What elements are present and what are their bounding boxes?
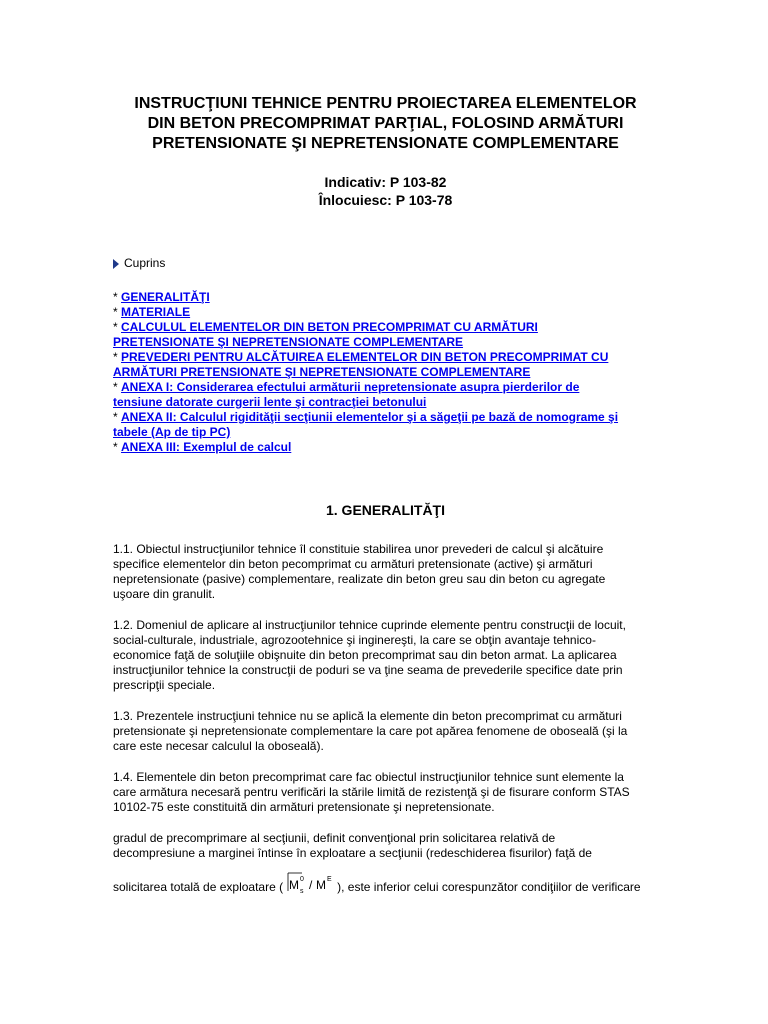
paragraph-grad <box>113 831 658 861</box>
section-heading: 1. GENERALITĂŢI <box>325 502 445 518</box>
paragraph-line: 10102-75 este constituită din armături pretensionate şi nepretensionate. <box>113 800 495 814</box>
svg-text:M: M <box>316 878 327 892</box>
document-title <box>113 94 658 154</box>
paragraph-line: economice faţă de soluţiile obişnuite din beton precomprimat sau din beton armat. La aplicarea <box>113 648 617 662</box>
formula-line <box>113 871 658 895</box>
title-line-1: INSTRUCŢIUNI TEHNICE PENTRU PROIECTAREA ELEMENTELOR <box>134 95 637 112</box>
toc-bullet: * <box>113 380 122 394</box>
triangle-right-icon <box>113 259 119 269</box>
paragraph-line: instrucţiunilor tehnice la construcţii de poduri se va ţine seama de prevederile specifice date prin <box>113 663 623 677</box>
toc-link-calculul-cont[interactable]: PRETENSIONATE ŞI NEPRETENSIONATE COMPLEMENTARE <box>113 335 464 349</box>
toc-link-anexa-1-cont[interactable]: tensiune datorate curgerii lente şi contracţiei betonului <box>113 395 427 409</box>
paragraph-1-1 <box>113 542 658 602</box>
formula-line-before: solicitarea totală de exploatare ( <box>113 880 284 894</box>
toc-item <box>113 290 658 305</box>
svg-text:0: 0 <box>300 876 305 883</box>
indicativ-text: Indicativ: P 103-82 <box>324 174 447 190</box>
document-code-block <box>113 173 658 209</box>
paragraph-line: social-culturale, industriale, agrozootehnice şi inginereşti, la care se obţin avantaje tehnico- <box>113 633 596 647</box>
paragraph-line: uşoare din granulit. <box>113 587 216 601</box>
paragraph-1-4 <box>113 770 658 815</box>
toc-bullet: * <box>113 410 122 424</box>
svg-text:/: / <box>309 878 313 892</box>
toc-bullet: * <box>113 290 122 304</box>
toc-bullet: * <box>113 305 122 319</box>
svg-text:M: M <box>289 878 300 892</box>
title-line-2: DIN BETON PRECOMPRIMAT PARŢIAL, FOLOSIND ARMĂTURI <box>147 115 624 132</box>
toc-bullet: * <box>113 350 122 364</box>
toc-link-generalitati[interactable]: GENERALITĂŢI <box>121 290 210 304</box>
paragraph-line: pretensionate şi nepretensionate complementare la care pot apărea fenomene de oboseală (şi la <box>113 724 628 738</box>
paragraph-1-2 <box>113 618 658 693</box>
toc-link-anexa-3[interactable]: ANEXA III: Exemplul de calcul <box>121 440 292 454</box>
formula-image <box>284 871 336 895</box>
toc-link-anexa-2[interactable]: ANEXA II: Calculul rigidităţii secţiunii elementelor şi a săgeţii pe bază de nomograme şi <box>121 410 619 424</box>
toc-link-prevederi[interactable]: PREVEDERI PENTRU ALCĂTUIREA ELEMENTELOR DIN BETON PRECOMPRIMAT CU <box>121 350 609 364</box>
toc-item <box>113 410 658 440</box>
toc-item <box>113 320 658 350</box>
svg-text:s: s <box>300 888 304 895</box>
paragraph-line: gradul de precomprimare al secţiunii, definit convenţional prin solicitarea relativă de <box>113 831 556 845</box>
svg-text:E: E <box>327 876 332 883</box>
inlocuiesc-text: Înlocuiesc: P 103-78 <box>318 192 453 208</box>
toc-link-materiale[interactable]: MATERIALE <box>121 305 191 319</box>
paragraph-line: 1.2. Domeniul de aplicare al instrucţiunilor tehnice cuprinde elemente pentru construcţii de locuit, <box>113 618 626 632</box>
title-line-3: PRETENSIONATE ŞI NEPRETENSIONATE COMPLEMENTARE <box>152 135 619 152</box>
paragraph-line: 1.3. Prezentele instrucţiuni tehnice nu se aplică la elemente din beton precomprimat cu armături <box>113 709 622 723</box>
paragraph-line: prescripţii speciale. <box>113 678 216 692</box>
paragraph-line: 1.4. Elementele din beton precomprimat care fac obiectul instrucţiunilor tehnice sunt elemente la <box>113 770 624 784</box>
table-of-contents <box>113 290 658 455</box>
toc-bullet: * <box>113 320 122 334</box>
toc-bullet: * <box>113 440 122 454</box>
formula-line-after: ), este inferior celui corespunzător condiţiilor de verificare <box>337 880 641 894</box>
toc-item <box>113 350 658 380</box>
paragraph-line: decompresiune a marginei întinse în exploatare a secţiunii (redeschiderea fisurilor) faţă de <box>113 846 592 860</box>
toc-link-calculul[interactable]: CALCULUL ELEMENTELOR DIN BETON PRECOMPRIMAT CU ARMĂTURI <box>121 320 538 334</box>
formula-graphic <box>284 871 336 895</box>
toc-item <box>113 305 658 320</box>
cuprins-label: Cuprins <box>124 256 166 270</box>
paragraph-line: care armătura necesară pentru verificări la stările limită de rezistenţă şi de fisurare conform STAS <box>113 785 630 799</box>
paragraph-line: 1.1. Obiectul instrucţiunilor tehnice îl constituie stabilirea unor prevederi de calcul şi alcătuire <box>113 542 604 556</box>
paragraph-1-3 <box>113 709 658 754</box>
toc-item <box>113 440 658 455</box>
cuprins-toggle[interactable] <box>113 256 658 271</box>
document-page <box>113 94 658 895</box>
toc-link-anexa-2-cont[interactable]: tabele (Ap de tip PC) <box>113 425 231 439</box>
paragraph-line: specifice elementelor din beton pecomprimat cu armături pretensionate (active) şi armături <box>113 557 593 571</box>
toc-link-prevederi-cont[interactable]: ARMĂTURI PRETENSIONATE ŞI NEPRETENSIONATE COMPLEMENTARE <box>113 365 531 379</box>
paragraph-line: nepretensionate (pasive) complementare, realizate din beton greu sau din beton cu agregate <box>113 572 606 586</box>
paragraph-line: care este necesar calculul la oboseală). <box>113 739 324 753</box>
toc-link-anexa-1[interactable]: ANEXA I: Considerarea efectului armăturii nepretensionate asupra pierderilor de <box>121 380 580 394</box>
toc-item <box>113 380 658 410</box>
